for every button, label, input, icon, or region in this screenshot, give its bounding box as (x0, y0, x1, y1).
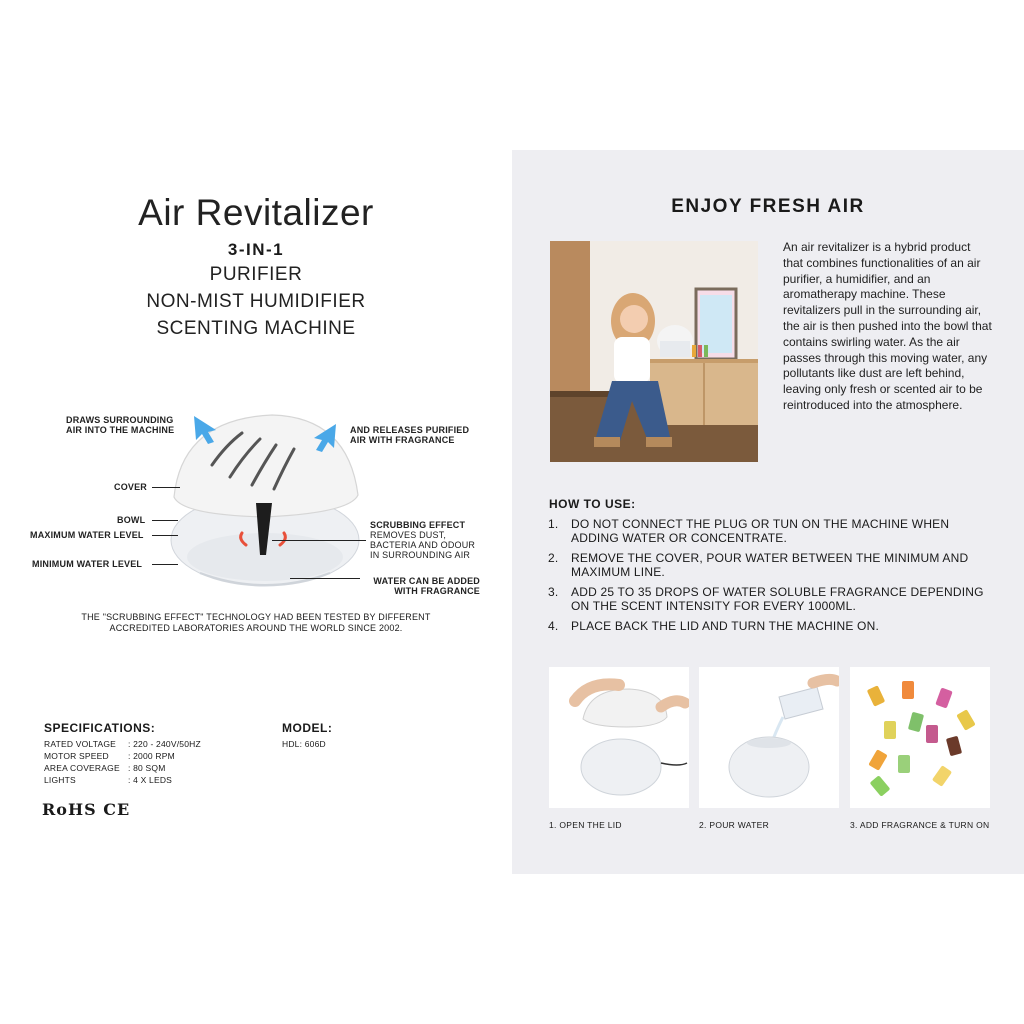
step-item: 2. REMOVE THE COVER, POUR WATER BETWEEN THE MINIMUM AND MAXIMUM LINE. (548, 551, 969, 579)
feature-scenting: SCENTING MACHINE (156, 318, 356, 339)
outflow-arrow-icon (306, 420, 340, 454)
spec-row: RATED VOLTAGE : 220 - 240V/50HZ (44, 739, 201, 749)
intake-arrow-icon (190, 412, 224, 446)
step-item: 4. PLACE BACK THE LID AND TURN THE MACHINE ON. (548, 619, 879, 633)
model-value: HDL: 606D (282, 739, 326, 749)
feature-humidifier: NON-MIST HUMIDIFIER (146, 291, 366, 312)
how-to-use-heading: HOW TO USE: (549, 497, 636, 511)
product-title: Air Revitalizer (138, 192, 374, 233)
product-subtitle: 3-IN-1 (227, 240, 285, 259)
model-heading: MODEL: (282, 721, 333, 735)
label-max-level: MAXIMUM WATER LEVEL (30, 530, 144, 540)
step-pour-water-image (699, 667, 839, 808)
lifestyle-photo (550, 241, 758, 462)
specifications-table (44, 738, 201, 786)
product-description: An air revitalizer is a hybrid product that combines functionalities of an air purifier, a humidifier, and an aromatherapy machine. These revitalizers pull in the surrounding air, the air is then pushed into the bowl that contains swirling water. As the air passes through this moving water, any pollutants like dust are left behind, leaving only fresh or scented air to be reintroduced into the atmosphere. (783, 240, 992, 412)
spec-row: AREA COVERAGE : 80 SQM (44, 763, 166, 773)
step-add-fragrance-image (850, 667, 990, 808)
step-open-lid-image (549, 667, 689, 808)
caption-open-lid: 1. OPEN THE LID (549, 820, 622, 830)
label-releases-air: AND RELEASES PURIFIED AIR WITH FRAGRANCE (350, 425, 470, 445)
label-water-added: WATER CAN BE ADDED WITH FRAGRANCE (373, 576, 480, 596)
how-to-use-steps (548, 517, 988, 639)
step-item: 1. DO NOT CONNECT THE PLUG OR TUN ON THE MACHINE WHEN ADDING WATER OR CONCENTRATE. (548, 517, 950, 545)
spec-row: MOTOR SPEED : 2000 RPM (44, 751, 175, 761)
enjoy-heading: ENJOY FRESH AIR (671, 196, 865, 217)
caption-pour-water: 2. POUR WATER (699, 820, 770, 830)
label-scrubbing-effect: SCRUBBING EFFECT REMOVES DUST, BACTERIA AND ODOUR IN SURROUNDING AIR (370, 520, 476, 560)
specifications-heading: SPECIFICATIONS: (44, 721, 156, 735)
label-draws-air: DRAWS SURROUNDING AIR INTO THE MACHINE (66, 415, 175, 435)
caption-add-fragrance: 3. ADD FRAGRANCE & TURN ON (850, 820, 990, 830)
label-min-level: MINIMUM WATER LEVEL (32, 559, 143, 569)
scrubbing-disclaimer: THE "SCRUBBING EFFECT" TECHNOLOGY HAD BEEN TESTED BY DIFFERENT ACCREDITED LABORATORIES AROUND THE WORLD SINCE 2002. (81, 612, 431, 633)
feature-purifier: PURIFIER (209, 264, 303, 285)
step-item: 3. ADD 25 TO 35 DROPS OF WATER SOLUBLE FRAGRANCE DEPENDING ON THE SCENT INTENSITY FOR EVERY 1000ML. (548, 585, 984, 613)
label-cover: COVER (114, 482, 148, 492)
spec-row: LIGHTS : 4 X LEDS (44, 775, 173, 785)
certification-marks: RoHS CE (42, 800, 131, 819)
label-bowl: BOWL (117, 515, 146, 525)
